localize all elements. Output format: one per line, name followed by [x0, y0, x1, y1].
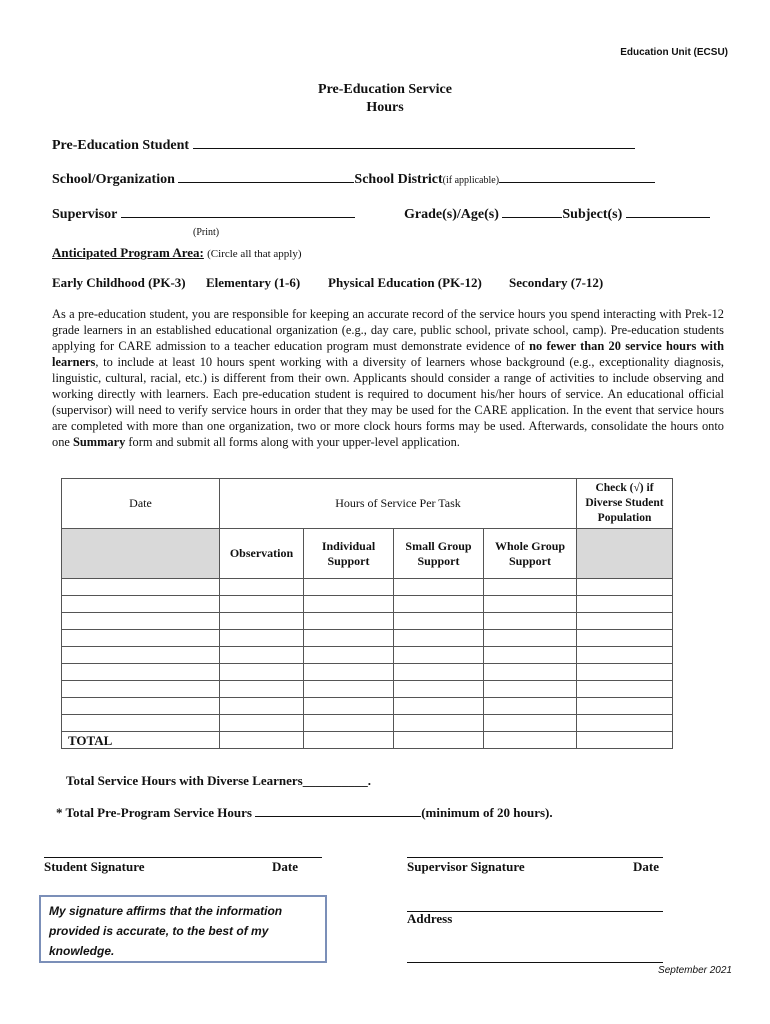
small-group-support-header: Small Group Support — [394, 529, 484, 579]
observation-cell[interactable] — [220, 681, 304, 698]
date-subheader-cell — [62, 529, 220, 579]
instructions-paragraph — [52, 306, 724, 450]
preprogram-total-minimum: (minimum of 20 hours). — [421, 805, 553, 820]
subject-label: Subject(s) — [562, 207, 623, 222]
program-area-label: Anticipated Program Area: — [52, 245, 204, 260]
small-group-cell[interactable] — [394, 698, 484, 715]
date-cell[interactable] — [62, 715, 220, 732]
table-row — [62, 698, 673, 715]
date-cell[interactable] — [62, 596, 220, 613]
student-date-label: Date — [272, 859, 298, 874]
small-group-cell[interactable] — [394, 579, 484, 596]
table-subheader-row — [62, 529, 673, 579]
small-group-cell[interactable] — [394, 596, 484, 613]
check-subheader-cell — [577, 529, 673, 579]
individual-cell[interactable] — [304, 664, 394, 681]
supervisor-field — [52, 207, 355, 223]
table-row — [62, 596, 673, 613]
table-row — [62, 664, 673, 681]
individual-cell[interactable] — [304, 630, 394, 647]
whole-group-cell[interactable] — [484, 681, 577, 698]
check-cell[interactable] — [577, 579, 673, 596]
district-input-line[interactable] — [499, 182, 655, 183]
observation-cell[interactable] — [220, 698, 304, 715]
address-label: Address — [407, 911, 453, 926]
individual-support-header: Individual Support — [304, 529, 394, 579]
table-row — [62, 647, 673, 664]
supervisor-signature-line[interactable] — [407, 857, 663, 858]
observation-cell[interactable] — [220, 596, 304, 613]
small-group-cell[interactable] — [394, 664, 484, 681]
instructions-text-1: As a pre-education student, you are responsible for keeping an accurate record of the service hours you spend interacting with Prek-12 grade learners in an established educational organization (e.g., day care, public school, private school, camp). Pre-education students applying for CARE admission to a teacher education program must demonstrate evidence of — [52, 307, 724, 353]
preprogram-total-input-line[interactable] — [255, 816, 421, 817]
total-label: TOTAL — [62, 732, 220, 749]
check-cell[interactable] — [577, 664, 673, 681]
small-group-cell[interactable] — [394, 630, 484, 647]
total-check-cell[interactable] — [577, 732, 673, 749]
check-cell[interactable] — [577, 681, 673, 698]
title-line-1: Pre-Education Service — [318, 82, 452, 97]
individual-cell[interactable] — [304, 698, 394, 715]
program-option-2[interactable]: Elementary (1-6) — [206, 275, 301, 290]
small-group-cell[interactable] — [394, 613, 484, 630]
check-cell[interactable] — [577, 613, 673, 630]
whole-group-cell[interactable] — [484, 579, 577, 596]
district-note: (if applicable) — [442, 175, 500, 186]
supervisor-input-line[interactable] — [121, 217, 355, 218]
observation-cell[interactable] — [220, 664, 304, 681]
preprogram-total-label: * Total Pre-Program Service Hours — [56, 805, 252, 820]
observation-cell[interactable] — [220, 647, 304, 664]
grade-subject-field — [404, 207, 710, 223]
observation-cell[interactable] — [220, 613, 304, 630]
observation-header: Observation — [220, 529, 304, 579]
school-field — [52, 172, 655, 188]
individual-cell[interactable] — [304, 715, 394, 732]
date-cell[interactable] — [62, 681, 220, 698]
supervisor-date-label: Date — [633, 859, 659, 874]
individual-cell[interactable] — [304, 613, 394, 630]
date-cell[interactable] — [62, 579, 220, 596]
observation-cell[interactable] — [220, 630, 304, 647]
total-individual-cell[interactable] — [304, 732, 394, 749]
student-signature-label: Student Signature — [44, 859, 145, 874]
school-label: School/Organization — [52, 172, 175, 187]
title-line-2: Hours — [366, 100, 404, 115]
supervisor-label: Supervisor — [52, 207, 118, 222]
small-group-cell[interactable] — [394, 715, 484, 732]
total-observation-cell[interactable] — [220, 732, 304, 749]
date-cell[interactable] — [62, 630, 220, 647]
table-total-row — [62, 732, 673, 749]
district-label: School District — [354, 172, 443, 187]
table-row — [62, 630, 673, 647]
table-row — [62, 681, 673, 698]
footer-date: September 2021 — [658, 965, 732, 976]
small-group-cell[interactable] — [394, 647, 484, 664]
address-line-2[interactable] — [407, 962, 663, 963]
table-row — [62, 715, 673, 732]
school-input-line[interactable] — [178, 182, 354, 183]
instructions-bold-1: no fewer than 20 service hours with learners — [52, 339, 725, 369]
program-option-4[interactable]: Secondary (7-12) — [509, 275, 604, 290]
whole-group-support-header: Whole Group Support — [484, 529, 577, 579]
instructions-text-2: , to include at least 10 hours spent working with a diversity of learners whose background (e.g., exceptionality diagnosis, linguistic, cultural, racial, etc.) is different from their own. Applicants should consider a range of activities to include observing and working directly with learners. Each pre-education student is required to document his/her hours of service. An educational official (supervisor) will need to verify service hours in order that they may be used for the CARE application. In the event that service hours are completed with more than one organization, two or more clock hours forms may be used. Afterwards, consolidate the hours onto one — [52, 355, 724, 449]
diverse-total-label: Total Service Hours with Diverse Learners — [66, 773, 303, 788]
check-cell[interactable] — [577, 715, 673, 732]
individual-cell[interactable] — [304, 647, 394, 664]
date-cell[interactable] — [62, 698, 220, 715]
diverse-total-value[interactable]: __________. — [302, 773, 371, 788]
program-area-note: (Circle all that apply) — [207, 248, 302, 260]
whole-group-cell[interactable] — [484, 647, 577, 664]
instructions-text-3: form and submit all forms along with your upper-level application. — [125, 435, 460, 449]
whole-group-cell[interactable] — [484, 664, 577, 681]
whole-group-cell[interactable] — [484, 613, 577, 630]
program-option-1[interactable]: Early Childhood (PK-3) — [52, 275, 186, 290]
check-cell[interactable] — [577, 647, 673, 664]
date-header: Date — [62, 479, 220, 529]
check-cell[interactable] — [577, 630, 673, 647]
table-header-row — [62, 479, 673, 529]
hours-header: Hours of Service Per Task — [220, 479, 577, 529]
table-row — [62, 613, 673, 630]
table-row — [62, 579, 673, 596]
whole-group-cell[interactable] — [484, 630, 577, 647]
page-title — [0, 81, 770, 117]
print-note: (Print) — [193, 227, 220, 238]
student-signature-line[interactable] — [44, 857, 322, 858]
program-area — [52, 245, 302, 261]
individual-cell[interactable] — [304, 681, 394, 698]
whole-group-cell[interactable] — [484, 715, 577, 732]
small-group-cell[interactable] — [394, 681, 484, 698]
whole-group-cell[interactable] — [484, 596, 577, 613]
diverse-total-field — [66, 773, 371, 789]
student-label: Pre-Education Student — [52, 138, 190, 153]
student-field — [52, 138, 635, 154]
affirmation-text: My signature affirms that the information provided is accurate, to the best of my knowledge. — [49, 904, 283, 958]
total-whole-group-cell[interactable] — [484, 732, 577, 749]
check-cell[interactable] — [577, 596, 673, 613]
program-option-3[interactable]: Physical Education (PK-12) — [328, 275, 482, 290]
date-cell[interactable] — [62, 613, 220, 630]
instructions-bold-2: Summary — [73, 435, 126, 449]
hours-table — [61, 478, 673, 749]
student-input-line[interactable] — [193, 148, 635, 149]
header-unit: Education Unit (ECSU) — [620, 47, 728, 58]
individual-cell[interactable] — [304, 596, 394, 613]
check-header: Check (√) if Diverse Student Population — [577, 479, 673, 529]
preprogram-total-field — [56, 805, 553, 821]
check-cell[interactable] — [577, 698, 673, 715]
date-cell[interactable] — [62, 647, 220, 664]
individual-cell[interactable] — [304, 579, 394, 596]
grade-input-line[interactable] — [502, 217, 562, 218]
observation-cell[interactable] — [220, 715, 304, 732]
supervisor-signature-label: Supervisor Signature — [407, 859, 525, 874]
affirmation-box — [39, 895, 327, 963]
date-cell[interactable] — [62, 664, 220, 681]
observation-cell[interactable] — [220, 579, 304, 596]
grade-label: Grade(s)/Age(s) — [404, 207, 499, 222]
subject-input-line[interactable] — [626, 217, 710, 218]
total-small-group-cell[interactable] — [394, 732, 484, 749]
whole-group-cell[interactable] — [484, 698, 577, 715]
